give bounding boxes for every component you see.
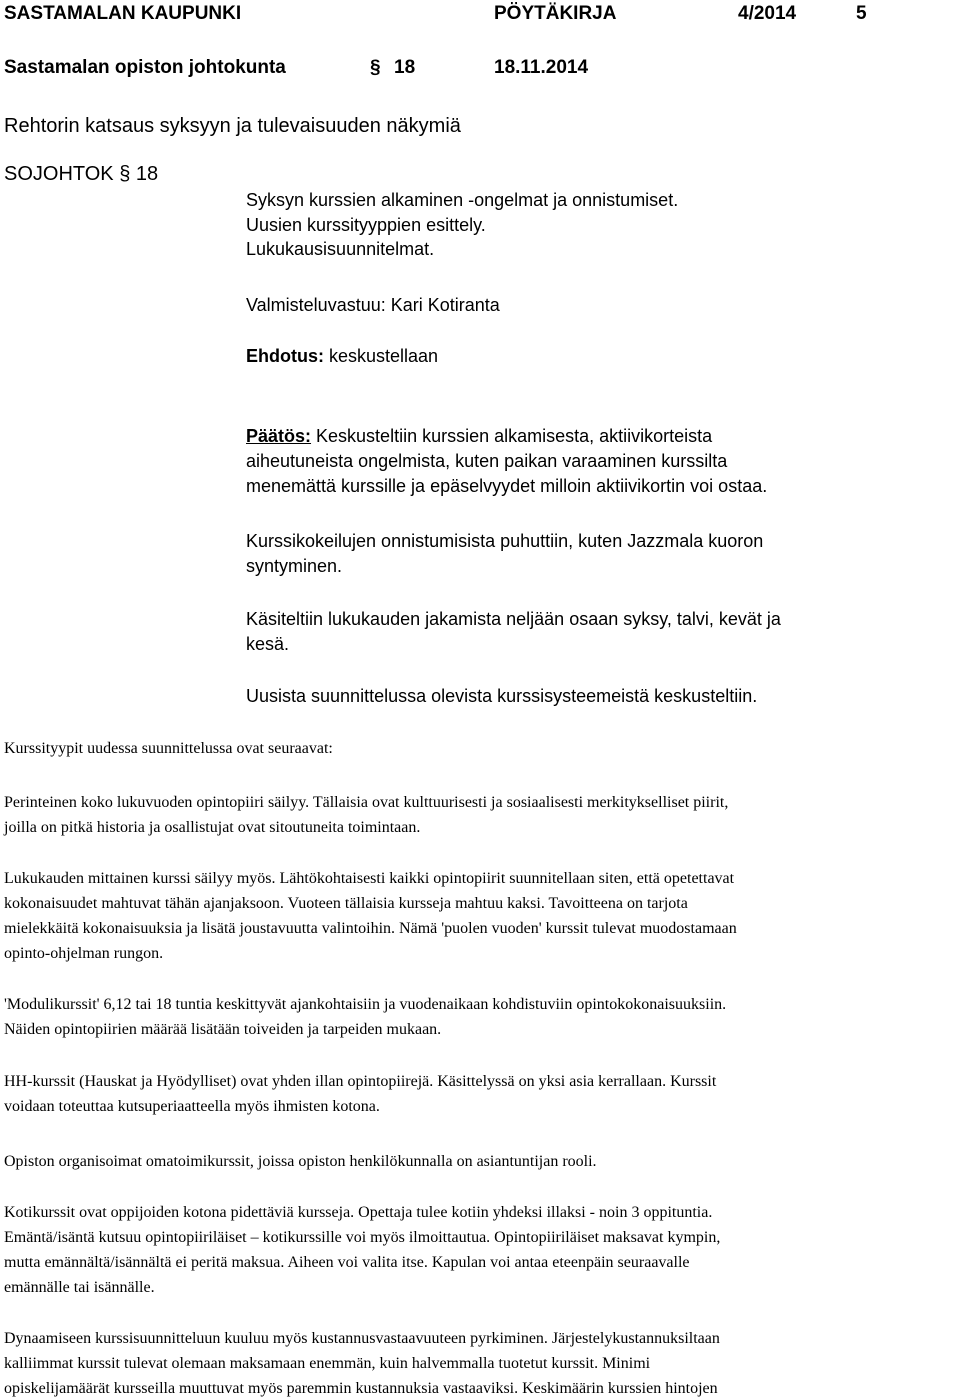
course-type-paragraph	[4, 992, 949, 1042]
proposal-line	[246, 344, 946, 369]
preparer-line: Valmisteluvastuu: Kari Kotiranta	[246, 295, 500, 315]
paragraph-line: mutta emännältä/isännältä ei peritä maksua. Aiheen voi valita itse. Kapulan voi antaa eteenpäin seuraavalle	[4, 1254, 690, 1271]
discussion-paragraph	[246, 529, 946, 579]
paragraph-line: 'Modulikurssit' 6,12 tai 18 tuntia keskittyvät ajankohtaisiin ja vuodenaikaan kohdistuviin opintokokonaisuuksiin.	[4, 996, 727, 1013]
decision-line: menemättä kurssille ja epäselvyydet milloin aktiivikortin voi ostaa.	[246, 476, 768, 496]
course-type-paragraph	[4, 790, 949, 840]
meeting-date: 18.11.2014	[494, 57, 589, 78]
course-type-paragraph	[4, 1200, 949, 1300]
agenda-item-title: Rehtorin katsaus syksyyn ja tulevaisuuden näkymiä	[4, 115, 461, 137]
paragraph-line: Emäntä/isäntä kutsuu opintopiiriläiset – kotikurssille voi myös ilmoittautua. Opintopiiriläiset maksavat kympin,	[4, 1229, 721, 1246]
paragraph-line: opinto-ohjelman rungon.	[4, 945, 164, 962]
paragraph-line: Lukukauden mittainen kurssi säilyy myös. Lähtökohtaisesti kaikki opintopiirit suunnitellaan siten, että opetettavat	[4, 870, 735, 887]
section-mark: §	[370, 57, 381, 78]
city-name: SASTAMALAN KAUPUNKI	[4, 3, 242, 24]
section-number: 18	[394, 57, 416, 78]
proposal-text: keskustellaan	[324, 346, 439, 366]
decision-paragraph	[246, 424, 946, 499]
paragraph-line: kokonaisuudet mahtuvat tähän ajanjaksoon. Vuoteen tällaisia kursseja mahtuu kaksi. Tavoitteena on tarjota	[4, 895, 688, 912]
course-types-intro: Kurssityypit uudessa suunnittelussa ovat seuraavat:	[4, 740, 333, 757]
committee-name: Sastamalan opiston johtokunta	[4, 57, 286, 78]
course-type-paragraph	[4, 1326, 949, 1399]
discussion-paragraph	[246, 607, 946, 657]
paragraph-line: Perinteinen koko lukuvuoden opintopiiri säilyy. Tällaisia ovat kulttuurisesti ja sosiaalisesti merkitykselliset piirit,	[4, 794, 729, 811]
page-number: 5	[856, 3, 867, 24]
decision-line: aiheutuneista ongelmista, kuten paikan varaaminen kurssilta	[246, 451, 728, 471]
discussion-paragraph	[246, 684, 946, 709]
decision-line: Keskusteltiin kurssien alkamisesta, aktiivikorteista	[311, 426, 713, 446]
paragraph-line: joilla on pitkä historia ja osallistujat ovat sitoutuneita toimintaan.	[4, 819, 421, 836]
paragraph-line: HH-kurssit (Hauskat ja Hyödylliset) ovat yhden illan opintopiirejä. Käsittelyssä on yksi asia kerrallaan. Kurssit	[4, 1073, 717, 1090]
decision-label: Päätös:	[246, 426, 312, 446]
course-type-paragraph	[4, 1069, 949, 1119]
case-reference: SOJOHTOK § 18	[4, 163, 159, 185]
topic-item: Uusien kurssityyppien esittely.	[246, 214, 486, 235]
paragraph-line: Käsiteltiin lukukauden jakamista neljään osaan syksy, talvi, kevät ja	[246, 609, 781, 629]
paragraph-line: kesä.	[246, 634, 290, 654]
paragraph-line: Kurssikokeilujen onnistumisista puhuttiin, kuten Jazzmala kuoron	[246, 531, 764, 551]
paragraph-line: opiskelijamäärät kursseilla muuttuvat myös paremmin kustannuksia vastaaviksi. Keskimäärin kurssien hintojen	[4, 1380, 718, 1397]
proposal-label: Ehdotus:	[246, 346, 324, 366]
document-number: 4/2014	[738, 3, 797, 24]
paragraph-line: voidaan toteuttaa kutsuperiaatteella myös ihmisten kotona.	[4, 1098, 380, 1115]
paragraph-line: emännälle tai isännälle.	[4, 1279, 155, 1296]
course-type-paragraph	[4, 1149, 949, 1174]
topic-item: Syksyn kurssien alkaminen -ongelmat ja onnistumiset.	[246, 190, 679, 210]
paragraph-line: mielekkäitä kokonaisuuksia ja lisätä joustavuutta valintoihin. Nämä 'puolen vuoden' kurssit tulevat muodostamaan	[4, 920, 737, 937]
topics-list	[246, 188, 946, 262]
paragraph-line: kalliimmat kurssit tulevat olemaan maksamaan enemmän, kuin halvemmalla tuotetut kurssit. Minimi	[4, 1355, 651, 1372]
paragraph-line: Dynaamiseen kurssisuunnitteluun kuuluu myös kustannusvastaavuuteen pyrkiminen. Järjestelykustannuksiltaan	[4, 1330, 720, 1347]
course-type-paragraph	[4, 866, 949, 966]
document-type: PÖYTÄKIRJA	[494, 3, 617, 24]
paragraph-line: Uusista suunnittelussa olevista kurssisysteemeistä keskusteltiin.	[246, 686, 758, 706]
topic-item: Lukukausisuunnitelmat.	[246, 239, 435, 259]
paragraph-line: Opiston organisoimat omatoimikurssit, joissa opiston henkilökunnalla on asiantuntijan rooli.	[4, 1153, 597, 1170]
paragraph-line: Näiden opintopiirien määrää lisätään toiveiden ja tarpeiden mukaan.	[4, 1021, 442, 1038]
paragraph-line: Kotikurssit ovat oppijoiden kotona pidettäviä kursseja. Opettaja tulee kotiin yhdeksi illaksi - noin 3 oppituntia.	[4, 1204, 713, 1221]
paragraph-line: syntyminen.	[246, 556, 343, 576]
